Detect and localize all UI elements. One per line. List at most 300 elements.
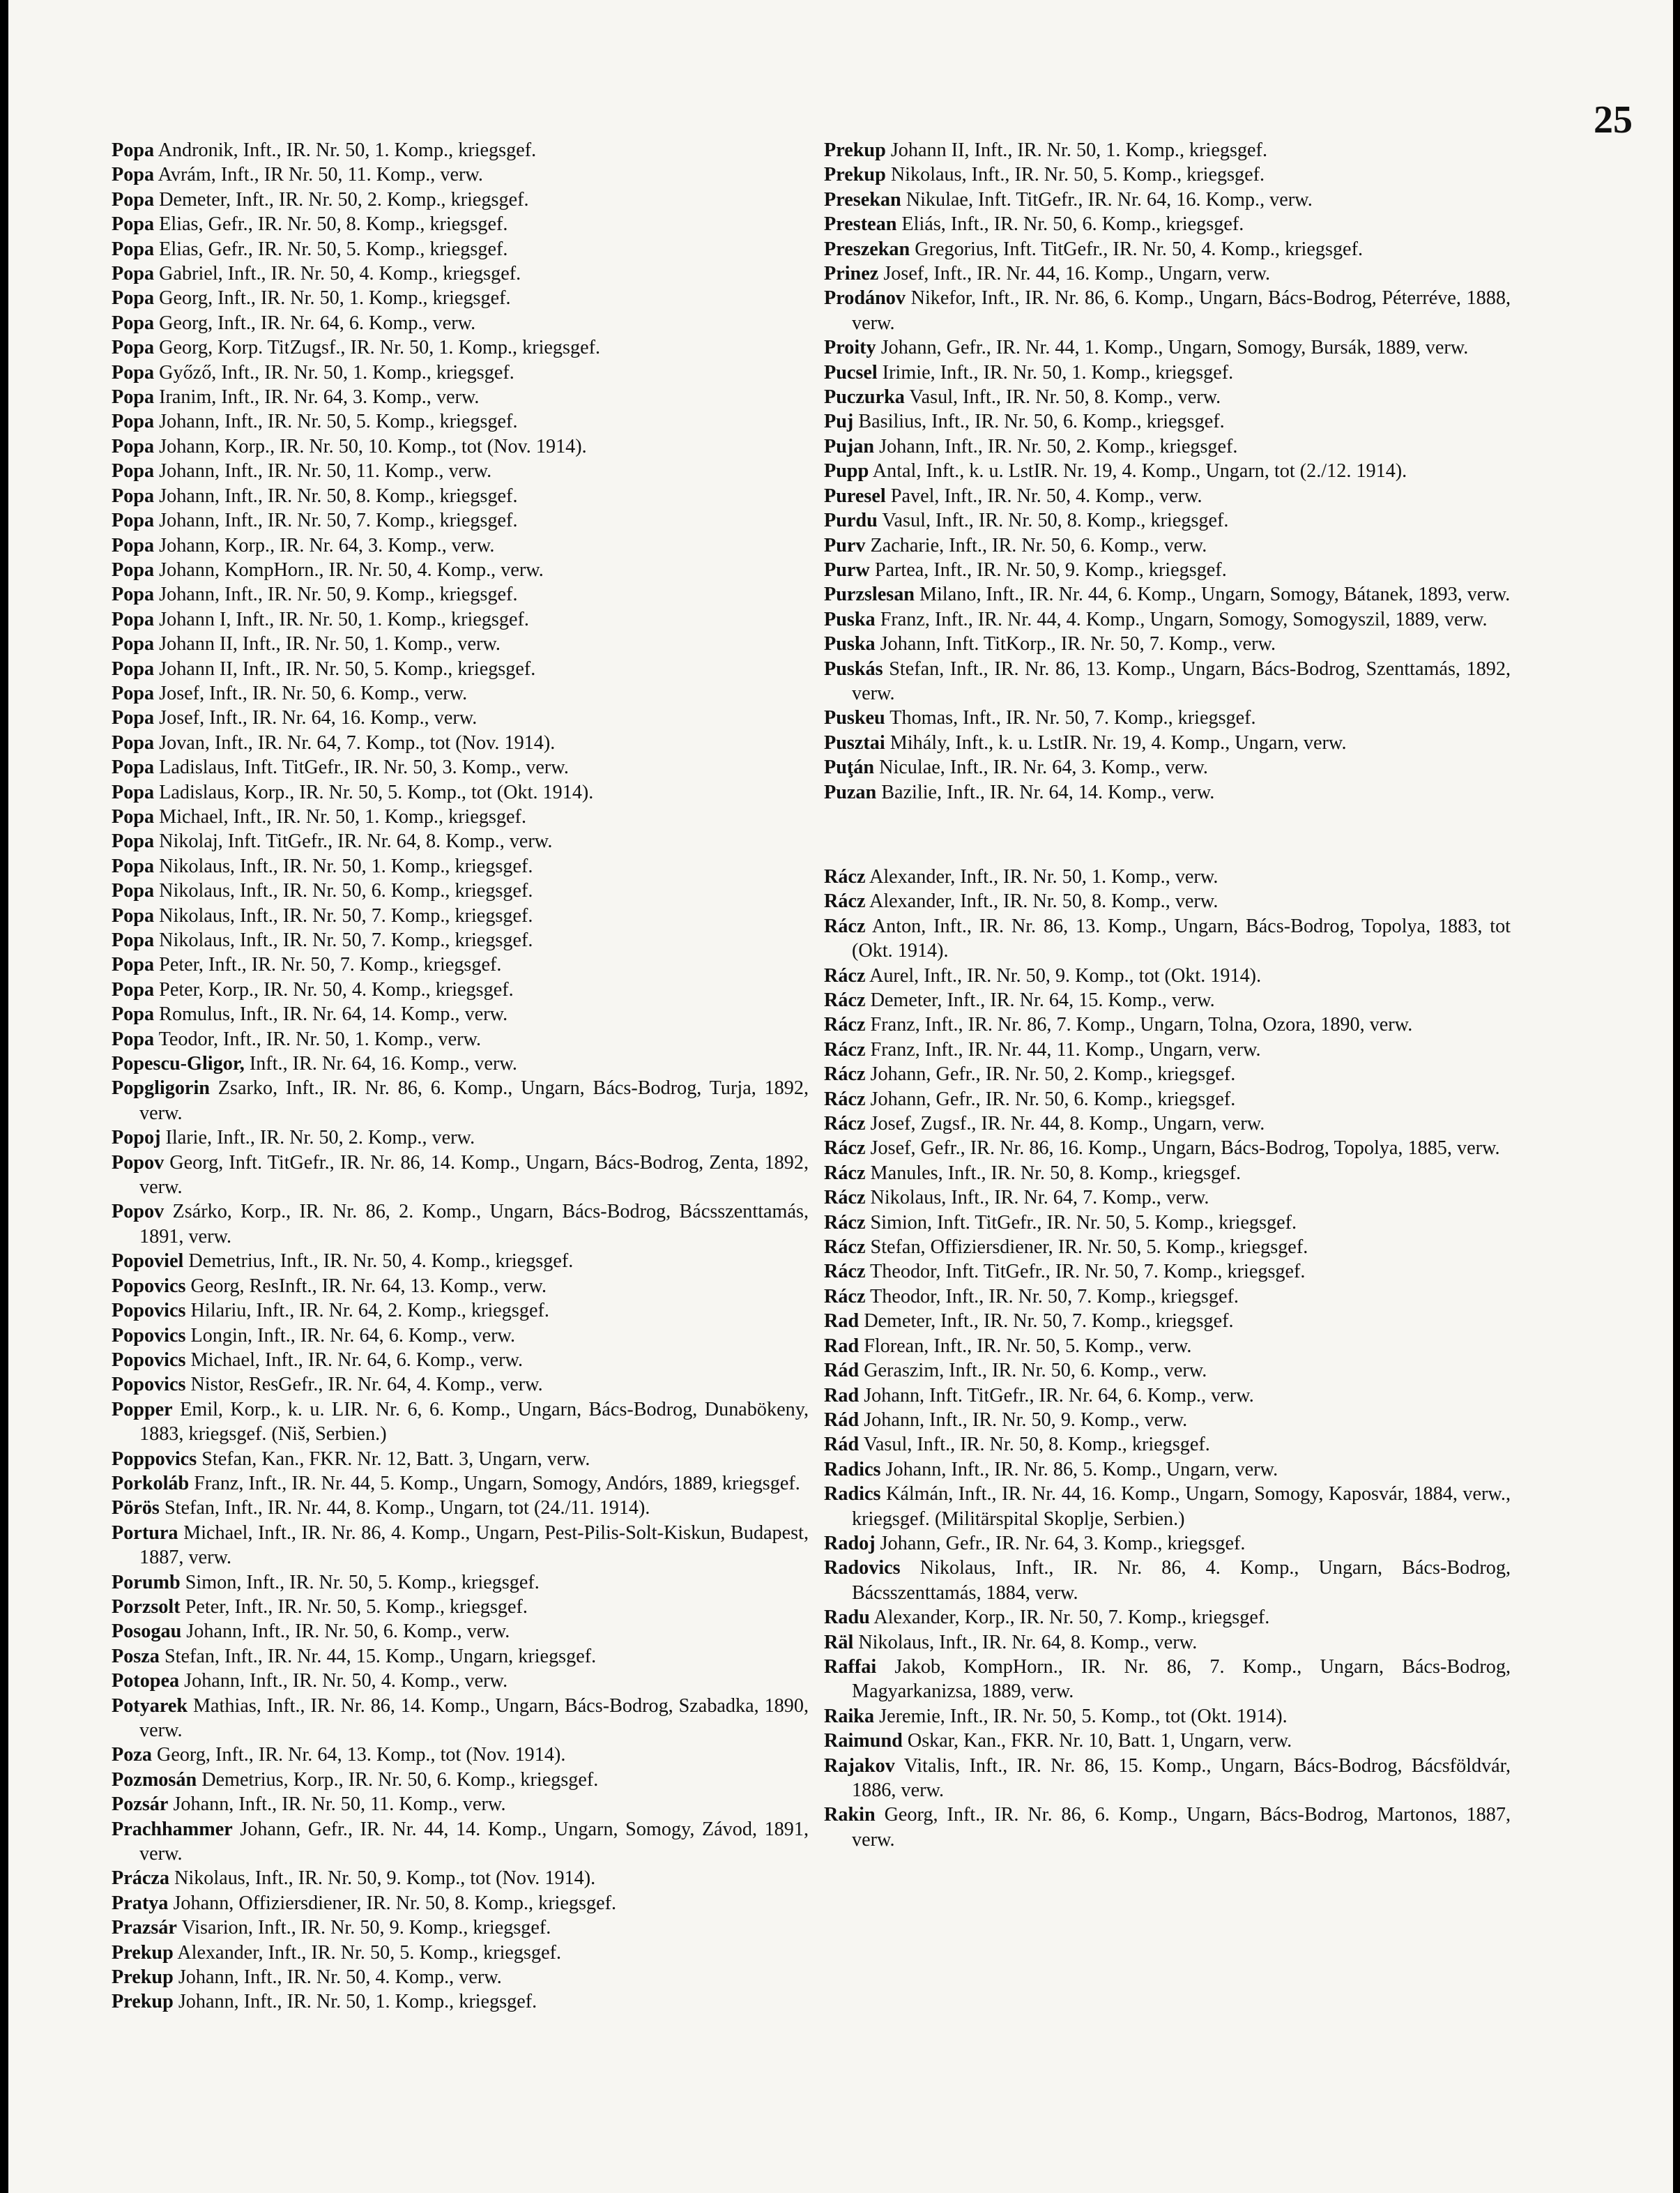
entry-surname: Raika: [824, 1705, 875, 1727]
entry-surname: Prekup: [112, 1991, 174, 2013]
entry-details: Hilariu, Inft., IR. Nr. 64, 2. Komp., kriegsgef.: [190, 1300, 549, 1322]
entry-details: Johann, Inft., IR. Nr. 50, 9. Komp., kriegsgef.: [159, 584, 518, 606]
entry-surname: Poza: [112, 1744, 152, 1766]
entry-details: Franz, Inft., IR. Nr. 44, 11. Komp., Ungarn, verw.: [870, 1038, 1261, 1061]
list-entry: [824, 1062, 1511, 1086]
entry-details: Demeter, Inft., IR. Nr. 64, 15. Komp., verw.: [870, 989, 1215, 1011]
list-entry: [112, 237, 809, 261]
entry-surname: Prazsár: [112, 1917, 177, 1939]
entry-details: Theodor, Inft., IR. Nr. 50, 7. Komp., kriegsgef.: [870, 1285, 1239, 1307]
list-entry: [112, 1694, 809, 1743]
entry-details: Johann, Inft., IR. Nr. 50, 5. Komp., kriegsgef.: [159, 411, 518, 433]
entry-details: Alexander, Inft., IR. Nr. 50, 8. Komp., verw.: [869, 890, 1219, 913]
entry-surname: Potyarek: [112, 1694, 188, 1717]
entry-details: Vasul, Inft., IR. Nr. 50, 8. Komp., kriegsgef.: [863, 1434, 1210, 1456]
entry-surname: Popa: [112, 213, 155, 236]
list-entry: [112, 409, 809, 434]
entry-details: Demetrius, Inft., IR. Nr. 50, 4. Komp., kriegsgef.: [188, 1250, 574, 1273]
list-entry: [824, 361, 1511, 385]
entry-details: Demeter, Inft., IR. Nr. 50, 7. Komp., kriegsgef.: [864, 1310, 1234, 1333]
entry-surname: Rácz: [824, 1038, 866, 1061]
list-entry: [112, 1570, 809, 1595]
entry-details: Anton, Inft., IR. Nr. 86, 13. Komp., Ungarn, Bács-Bodrog, Topolya, 1883, tot (Okt. 1914).: [852, 915, 1511, 962]
list-entry: [112, 1447, 809, 1471]
entry-details: Peter, Inft., IR. Nr. 50, 7. Komp., kriegsgef.: [159, 954, 502, 976]
list-entry: [112, 1002, 809, 1026]
entry-details: Johann, Inft., IR. Nr. 50, 11. Komp., verw.: [159, 460, 492, 483]
list-entry: [112, 508, 809, 533]
list-entry: [824, 1729, 1511, 1753]
entry-surname: Pupp: [824, 460, 869, 483]
entry-surname: Popovics: [112, 1349, 186, 1371]
list-entry: [112, 879, 809, 903]
entry-details: Ladislaus, Korp., IR. Nr. 50, 5. Komp., tot (Okt. 1914).: [159, 781, 594, 803]
entry-surname: Prestean: [824, 213, 897, 236]
list-entry: [824, 1655, 1511, 1704]
entry-details: Johann, Inft., IR. Nr. 86, 5. Komp., Ungarn, verw.: [885, 1458, 1278, 1480]
list-entry: [824, 237, 1511, 261]
list-entry: [824, 508, 1511, 533]
list-entry: [112, 632, 809, 656]
entry-surname: Popa: [112, 435, 155, 457]
list-entry: [112, 1644, 809, 1669]
list-entry: [824, 1556, 1511, 1605]
entry-details: Johann, Inft., IR. Nr. 50, 2. Komp., kriegsgef.: [879, 435, 1238, 457]
list-entry: [824, 582, 1511, 607]
entry-surname: Rácz: [824, 915, 866, 937]
entry-surname: Rad: [824, 1384, 860, 1406]
entry-surname: Poppovics: [112, 1448, 197, 1470]
entry-details: Johann, Inft., IR. Nr. 50, 4. Komp., verw.: [184, 1670, 508, 1692]
entry-surname: Pozsár: [112, 1793, 169, 1816]
entry-surname: Rácz: [824, 1285, 866, 1307]
list-entry: [824, 1136, 1511, 1160]
entry-surname: Popa: [112, 731, 155, 754]
entry-details: Teodor, Inft., IR. Nr. 50, 1. Komp., verw.: [158, 1028, 482, 1050]
list-entry: [112, 533, 809, 558]
list-entry: [112, 657, 809, 681]
entry-details: Elias, Gefr., IR. Nr. 50, 8. Komp., kriegsgef.: [159, 213, 508, 236]
list-entry: [824, 1630, 1511, 1655]
list-entry: [824, 1482, 1511, 1531]
list-entry: [824, 988, 1511, 1012]
entry-surname: Popa: [112, 855, 155, 877]
entry-surname: Rád: [824, 1360, 860, 1382]
entry-details: Alexander, Inft., IR. Nr. 50, 1. Komp., verw.: [869, 865, 1219, 888]
list-entry: [112, 385, 809, 409]
list-entry: [824, 1383, 1511, 1408]
entry-details: Nikolaj, Inft. TitGefr., IR. Nr. 64, 8. Komp., verw.: [159, 830, 553, 853]
list-entry: [112, 212, 809, 236]
entry-details: Jakob, KompHorn., IR. Nr. 86, 7. Komp., Ungarn, Bács-Bodrog, Magyarkanizsa, 1889, verw.: [852, 1655, 1511, 1703]
list-entry: [112, 1076, 809, 1125]
entry-surname: Rajakov: [824, 1754, 895, 1777]
entry-details: Johann, KompHorn., IR. Nr. 50, 4. Komp., verw.: [159, 559, 544, 581]
entry-surname: Rácz: [824, 1162, 866, 1184]
entry-surname: Pozmosán: [112, 1768, 197, 1791]
list-entry: [824, 1235, 1511, 1259]
entry-surname: Popa: [112, 658, 155, 680]
entry-surname: Radoj: [824, 1532, 876, 1554]
entry-details: Georg, Inft., IR. Nr. 64, 6. Komp., verw.: [159, 312, 476, 334]
list-entry: [824, 1334, 1511, 1358]
list-entry: [112, 1669, 809, 1693]
list-entry: [112, 953, 809, 977]
entry-surname: Rád: [824, 1409, 860, 1431]
list-entry: [824, 162, 1511, 187]
entry-surname: Prekup: [112, 1966, 174, 1989]
entry-surname: Purdu: [824, 510, 878, 532]
list-entry: [112, 681, 809, 706]
list-entry: [824, 261, 1511, 286]
list-entry: [824, 212, 1511, 236]
list-entry: [824, 657, 1511, 706]
list-entry: [112, 755, 809, 780]
entry-surname: Popper: [112, 1398, 173, 1420]
entry-surname: Popa: [112, 757, 155, 779]
entry-details: Nikolaus, Inft., IR. Nr. 64, 7. Komp., verw.: [870, 1187, 1209, 1209]
entry-details: Stefan, Inft., IR. Nr. 44, 15. Komp., Ungarn, kriegsgef.: [164, 1645, 597, 1667]
right-column-r-section: [824, 865, 1511, 1852]
entry-surname: Räl: [824, 1631, 854, 1653]
entry-surname: Puskás: [824, 658, 883, 680]
list-entry: [824, 335, 1511, 360]
list-entry: [112, 1768, 809, 1792]
list-entry: [824, 1358, 1511, 1383]
entry-surname: Popa: [112, 411, 155, 433]
entry-details: Jovan, Inft., IR. Nr. 64, 7. Komp., tot (Nov. 1914).: [159, 731, 556, 754]
list-entry: [112, 459, 809, 483]
left-column: [112, 138, 809, 2014]
entry-surname: Rácz: [824, 890, 866, 913]
list-entry: [112, 1372, 809, 1397]
entry-surname: Pörös: [112, 1497, 160, 1519]
list-entry: [112, 261, 809, 286]
entry-details: Simion, Inft. TitGefr., IR. Nr. 50, 5. Komp., kriegsgef.: [870, 1211, 1297, 1234]
entry-surname: Popa: [112, 929, 155, 951]
entry-surname: Popa: [112, 584, 155, 606]
entry-surname: Porkoláb: [112, 1472, 190, 1494]
entry-details: Peter, Inft., IR. Nr. 50, 5. Komp., kriegsgef.: [185, 1595, 528, 1618]
entry-surname: Radovics: [824, 1557, 901, 1579]
list-entry: [824, 1012, 1511, 1037]
entry-surname: Radu: [824, 1607, 870, 1629]
entry-details: Iranim, Inft., IR. Nr. 64, 3. Komp., verw.: [159, 386, 480, 409]
list-entry: [112, 1619, 809, 1644]
entry-details: Győző, Inft., IR. Nr. 50, 1. Komp., kriegsgef.: [159, 361, 514, 384]
entry-details: Johann, Korp., IR. Nr. 64, 3. Komp., verw.: [159, 534, 495, 556]
list-entry: [112, 286, 809, 310]
entry-details: Florean, Inft., IR. Nr. 50, 5. Komp., verw.: [864, 1335, 1192, 1357]
entry-surname: Popa: [112, 287, 155, 310]
entry-details: Aurel, Inft., IR. Nr. 50, 9. Komp., tot (Okt. 1914).: [869, 964, 1262, 987]
entry-surname: Popa: [112, 608, 155, 630]
entry-details: Johann, Inft., IR. Nr. 50, 6. Komp., verw.: [186, 1621, 510, 1643]
list-entry: [824, 385, 1511, 409]
entry-surname: Popa: [112, 510, 155, 532]
entry-details: Ilarie, Inft., IR. Nr. 50, 2. Komp., verw.: [165, 1127, 475, 1149]
entry-surname: Prinez: [824, 263, 879, 285]
list-entry: [112, 1866, 809, 1890]
entry-surname: Radics: [824, 1483, 881, 1505]
list-entry: [824, 1185, 1511, 1210]
entry-details: Simon, Inft., IR. Nr. 50, 5. Komp., kriegsgef.: [185, 1571, 540, 1593]
entry-details: Partea, Inft., IR. Nr. 50, 9. Komp., kriegsgef.: [874, 559, 1227, 581]
entry-details: Emil, Korp., k. u. LIR. Nr. 6, 6. Komp., Ungarn, Bács-Bodrog, Dunabökeny, 1883, kriegsgef. (Niš, Serbien.): [139, 1398, 809, 1445]
list-entry: [112, 1965, 809, 1989]
list-entry: [112, 1348, 809, 1372]
page-number: 25: [1594, 98, 1633, 142]
entry-details: Demeter, Inft., IR. Nr. 50, 2. Komp., kriegsgef.: [159, 188, 529, 211]
entry-surname: Rácz: [824, 964, 866, 987]
entry-surname: Puskeu: [824, 707, 885, 729]
list-entry: [824, 434, 1511, 459]
list-entry: [824, 1704, 1511, 1729]
list-entry: [112, 1496, 809, 1520]
list-entry: [824, 865, 1511, 889]
entry-surname: Popa: [112, 238, 155, 260]
entry-details: Zsarko, Inft., IR. Nr. 86, 6. Komp., Ungarn, Bács-Bodrog, Turja, 1892, verw.: [139, 1077, 809, 1124]
entry-details: Stefan, Inft., IR. Nr. 44, 8. Komp., Ungarn, tot (24./11. 1914).: [164, 1497, 650, 1519]
entry-surname: Pujan: [824, 435, 875, 457]
entry-details: Franz, Inft., IR. Nr. 86, 7. Komp., Ungarn, Tolna, Ozora, 1890, verw.: [870, 1014, 1413, 1036]
entry-surname: Raffai: [824, 1655, 877, 1678]
list-entry: [824, 1038, 1511, 1062]
entry-surname: Popovics: [112, 1275, 186, 1297]
entry-details: Johann, Inft., IR. Nr. 50, 9. Komp., verw.: [864, 1409, 1188, 1431]
right-column-p-section: [824, 138, 1511, 805]
entry-details: Kálmán, Inft., IR. Nr. 44, 16. Komp., Ungarn, Somogy, Kaposvár, 1884, verw., kriegsgef. (Militärspital Skoplje, Serbien.): [852, 1483, 1511, 1530]
entry-surname: Rácz: [824, 1113, 866, 1135]
entry-details: Vasul, Inft., IR. Nr. 50, 8. Komp., verw.: [909, 386, 1221, 409]
entry-details: Zsárko, Korp., IR. Nr. 86, 2. Komp., Ungarn, Bács-Bodrog, Bácsszenttamás, 1891, verw.: [139, 1201, 809, 1247]
entry-details: Nikefor, Inft., IR. Nr. 86, 6. Komp., Ungarn, Bács-Bodrog, Péterréve, 1888, verw.: [852, 287, 1511, 334]
entry-details: Johann II, Inft., IR. Nr. 50, 1. Komp., kriegsgef.: [890, 139, 1267, 161]
entry-surname: Pucsel: [824, 361, 878, 384]
entry-details: Johann, Gefr., IR. Nr. 50, 2. Komp., kriegsgef.: [870, 1063, 1236, 1086]
entry-surname: Popovics: [112, 1324, 186, 1346]
entry-details: Johann, Gefr., IR. Nr. 50, 6. Komp., kriegsgef.: [870, 1088, 1236, 1110]
entry-details: Nikolaus, Inft., IR. Nr. 86, 4. Komp., Ungarn, Bács-Bodrog, Bácsszenttamás, 1884, verw.: [852, 1557, 1511, 1604]
entry-surname: Popa: [112, 534, 155, 556]
entry-details: Johann, Inft., IR. Nr. 50, 8. Komp., kriegsgef.: [159, 485, 518, 507]
entry-details: Nikolaus, Inft., IR. Nr. 50, 7. Komp., kriegsgef.: [159, 904, 533, 927]
entry-details: Inft., IR. Nr. 64, 16. Komp., verw.: [249, 1053, 517, 1075]
entry-details: Michael, Inft., IR. Nr. 50, 1. Komp., kriegsgef.: [159, 805, 526, 828]
entry-details: Mihály, Inft., k. u. LstIR. Nr. 19, 4. Komp., Ungarn, verw.: [889, 731, 1347, 754]
list-entry: [112, 1249, 809, 1273]
list-entry: [112, 978, 809, 1002]
entry-details: Mathias, Inft., IR. Nr. 86, 14. Komp., Ungarn, Bács-Bodrog, Szabadka, 1890, verw.: [139, 1694, 809, 1741]
entry-surname: Puczurka: [824, 386, 905, 409]
list-entry: [112, 162, 809, 187]
entry-details: Nikolaus, Inft., IR. Nr. 50, 1. Komp., kriegsgef.: [159, 855, 533, 877]
entry-details: Irimie, Inft., IR. Nr. 50, 1. Komp., kriegsgef.: [882, 361, 1234, 384]
list-entry: [112, 582, 809, 607]
list-entry: [824, 780, 1511, 805]
entry-surname: Rácz: [824, 989, 866, 1011]
list-entry: [112, 854, 809, 879]
entry-surname: Portura: [112, 1522, 178, 1544]
entry-details: Romulus, Inft., IR. Nr. 64, 14. Komp., verw.: [159, 1003, 508, 1026]
list-entry: [824, 1211, 1511, 1235]
list-entry: [824, 533, 1511, 558]
entry-surname: Popovics: [112, 1300, 186, 1322]
entry-surname: Rácz: [824, 1187, 866, 1209]
entry-details: Nistor, ResGefr., IR. Nr. 64, 4. Komp., verw.: [190, 1374, 543, 1396]
entry-surname: Presekan: [824, 188, 901, 211]
entry-details: Nikolaus, Inft., IR. Nr. 64, 8. Komp., verw.: [858, 1631, 1198, 1653]
section-gap: [824, 805, 1511, 865]
entry-details: Nikolaus, Inft., IR. Nr. 50, 5. Komp., kriegsgef.: [890, 164, 1265, 186]
list-entry: [112, 1521, 809, 1570]
list-entry: [824, 459, 1511, 483]
entry-surname: Porzsolt: [112, 1595, 181, 1618]
list-entry: [824, 1259, 1511, 1284]
list-entry: [112, 138, 809, 162]
entry-surname: Popgligorin: [112, 1077, 210, 1100]
list-entry: [824, 1457, 1511, 1482]
entry-surname: Popov: [112, 1201, 165, 1223]
entry-details: Michael, Inft., IR. Nr. 64, 6. Komp., verw.: [190, 1349, 524, 1371]
list-entry: [824, 484, 1511, 508]
entry-surname: Popa: [112, 164, 155, 186]
entry-details: Johann, Gefr., IR. Nr. 64, 3. Komp., kriegsgef.: [880, 1532, 1246, 1554]
entry-details: Johann I, Inft., IR. Nr. 50, 1. Komp., kriegsgef.: [159, 608, 529, 630]
entry-surname: Prekup: [824, 164, 886, 186]
list-entry: [112, 731, 809, 755]
entry-surname: Puzan: [824, 781, 877, 803]
list-entry: [112, 1199, 809, 1249]
entry-surname: Popov: [112, 1151, 165, 1174]
entry-surname: Popa: [112, 682, 155, 704]
list-entry: [824, 1087, 1511, 1111]
entry-details: Antal, Inft., k. u. LstIR. Nr. 19, 4. Komp., Ungarn, tot (2./12. 1914).: [872, 460, 1407, 483]
entry-surname: Popa: [112, 805, 155, 828]
entry-surname: Rácz: [824, 1137, 866, 1160]
list-entry: [824, 558, 1511, 582]
entry-surname: Puresel: [824, 485, 886, 507]
entry-surname: Rad: [824, 1335, 860, 1357]
entry-surname: Popa: [112, 880, 155, 902]
entry-details: Niculae, Inft., IR. Nr. 64, 3. Komp., verw.: [879, 757, 1208, 779]
entry-details: Nikolaus, Inft., IR. Nr. 50, 7. Komp., kriegsgef.: [159, 929, 533, 951]
list-entry: [112, 805, 809, 829]
entry-surname: Popa: [112, 485, 155, 507]
list-entry: [112, 1298, 809, 1323]
entry-surname: Prekup: [824, 139, 886, 161]
list-entry: [824, 1605, 1511, 1630]
entry-details: Johann, Offiziersdiener, IR. Nr. 50, 8. Komp., kriegsgef.: [173, 1892, 617, 1914]
list-entry: [112, 188, 809, 212]
entry-surname: Popa: [112, 781, 155, 803]
entry-surname: Pratya: [112, 1892, 169, 1914]
entry-surname: Popa: [112, 139, 155, 161]
entry-surname: Rácz: [824, 1236, 866, 1259]
entry-details: Josef, Inft., IR. Nr. 50, 6. Komp., verw.: [159, 682, 468, 704]
list-entry: [112, 1274, 809, 1298]
entry-surname: Raimund: [824, 1730, 903, 1752]
entry-details: Zacharie, Inft., IR. Nr. 50, 6. Komp., verw.: [870, 534, 1207, 556]
entry-surname: Popescu-Gligor,: [112, 1053, 245, 1075]
list-entry: [112, 1471, 809, 1496]
list-entry: [112, 780, 809, 805]
list-entry: [112, 607, 809, 632]
entry-surname: Popa: [112, 1003, 155, 1026]
entry-details: Michael, Inft., IR. Nr. 86, 4. Komp., Ungarn, Pest-Pilis-Solt-Kiskun, Budapest, 1887, verw.: [139, 1522, 809, 1569]
list-entry: [824, 1309, 1511, 1333]
entry-details: Avrám, Inft., IR Nr. 50, 11. Komp., verw.: [158, 164, 483, 186]
entry-details: Johann, Inft., IR. Nr. 50, 1. Komp., kriegsgef.: [178, 1991, 537, 2013]
entry-details: Gregorius, Inft. TitGefr., IR. Nr. 50, 4. Komp., kriegsgef.: [915, 238, 1363, 260]
entry-details: Longin, Inft., IR. Nr. 64, 6. Komp., verw.: [190, 1324, 516, 1346]
list-entry: [112, 484, 809, 508]
entry-details: Jeremie, Inft., IR. Nr. 50, 5. Komp., tot (Okt. 1914).: [879, 1705, 1288, 1727]
list-entry: [112, 1792, 809, 1816]
entry-details: Geraszim, Inft., IR. Nr. 50, 6. Komp., verw.: [864, 1360, 1207, 1382]
list-entry: [112, 335, 809, 360]
list-entry: [824, 964, 1511, 988]
entry-surname: Prachhammer: [112, 1818, 233, 1840]
entry-surname: Puţán: [824, 757, 875, 779]
entry-details: Josef, Inft., IR. Nr. 44, 16. Komp., Ungarn, verw.: [883, 263, 1271, 285]
entry-surname: Rad: [824, 1310, 860, 1333]
entry-details: Alexander, Inft., IR. Nr. 50, 5. Komp., kriegsgef.: [177, 1941, 562, 1964]
entry-details: Nikulae, Inft. TitGefr., IR. Nr. 64, 16. Komp., verw.: [906, 188, 1313, 211]
entry-surname: Popa: [112, 904, 155, 927]
entry-details: Johann II, Inft., IR. Nr. 50, 1. Komp., verw.: [159, 633, 501, 655]
entry-surname: Rácz: [824, 1014, 866, 1036]
list-entry: [112, 558, 809, 582]
list-entry: [824, 1111, 1511, 1136]
list-entry: [824, 1408, 1511, 1432]
entry-surname: Popa: [112, 460, 155, 483]
entry-details: Thomas, Inft., IR. Nr. 50, 7. Komp., kriegsgef.: [889, 707, 1256, 729]
list-entry: [824, 1803, 1511, 1852]
list-entry: [824, 889, 1511, 913]
list-entry: [112, 1323, 809, 1348]
entry-surname: Popa: [112, 830, 155, 853]
list-entry: [824, 188, 1511, 212]
entry-details: Johann, Inft., IR. Nr. 50, 4. Komp., verw.: [178, 1966, 502, 1989]
entry-details: Eliás, Inft., IR. Nr. 50, 6. Komp., kriegsgef.: [901, 213, 1244, 236]
entry-details: Johann, Korp., IR. Nr. 50, 10. Komp., tot (Nov. 1914).: [159, 435, 587, 457]
entry-surname: Práczа: [112, 1867, 169, 1890]
entry-surname: Rácz: [824, 1088, 866, 1110]
entry-surname: Puska: [824, 633, 876, 655]
entry-surname: Rád: [824, 1434, 860, 1456]
list-entry: [112, 1052, 809, 1076]
entry-surname: Popoviel: [112, 1250, 184, 1273]
entry-details: Georg, Inft., IR. Nr. 86, 6. Komp., Ungarn, Bács-Bodrog, Martonos, 1887, verw.: [852, 1804, 1511, 1851]
entry-details: Elias, Gefr., IR. Nr. 50, 5. Komp., kriegsgef.: [159, 238, 508, 260]
entry-surname: Popa: [112, 361, 155, 384]
entry-details: Pavel, Inft., IR. Nr. 50, 4. Komp., verw.: [890, 485, 1202, 507]
entry-details: Franz, Inft., IR. Nr. 44, 5. Komp., Ungarn, Somogy, Andórs, 1889, kriegsgef.: [194, 1472, 800, 1494]
entry-surname: Proity: [824, 337, 876, 359]
entry-surname: Popa: [112, 978, 155, 1001]
list-entry: [112, 706, 809, 730]
entry-details: Vasul, Inft., IR. Nr. 50, 8. Komp., kriegsgef.: [882, 510, 1229, 532]
list-entry: [824, 1432, 1511, 1457]
entry-surname: Preszekan: [824, 238, 910, 260]
entry-details: Johann, Inft. TitGefr., IR. Nr. 64, 6. Komp., verw.: [864, 1384, 1254, 1406]
list-entry: [112, 361, 809, 385]
list-entry: [824, 607, 1511, 632]
list-entry: [824, 1161, 1511, 1185]
entry-surname: Radics: [824, 1458, 881, 1480]
list-entry: [112, 928, 809, 953]
